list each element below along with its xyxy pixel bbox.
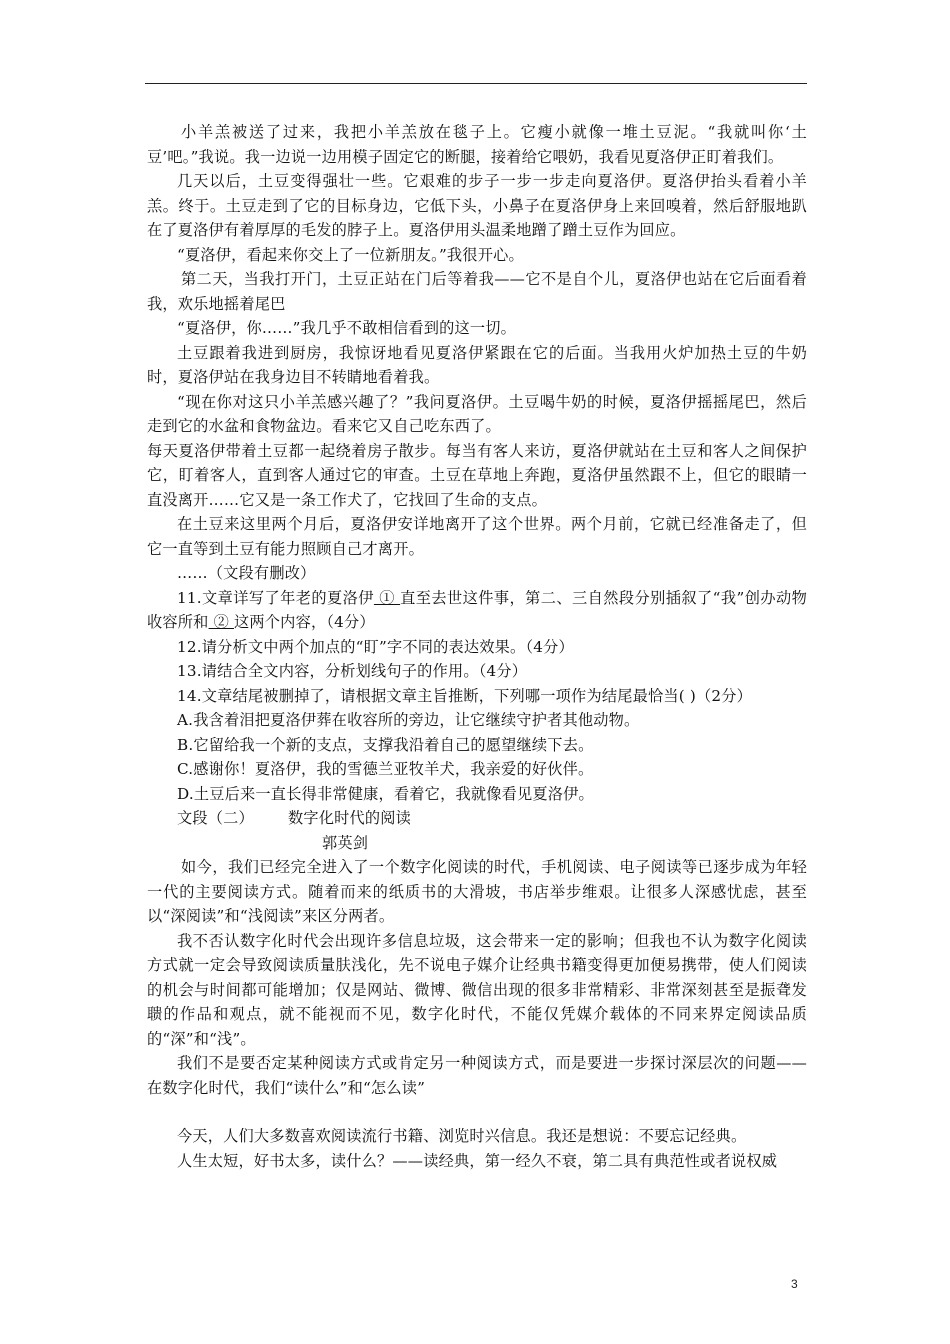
page-number: 3 [791, 1277, 798, 1291]
paragraph: 每天夏洛伊带着土豆都一起绕着房子散步。每当有客人来访，夏洛伊就站在土豆和客人之间保护它，盯着客人，直到客人通过它的审查。土豆在草地上奔跑，夏洛伊虽然跟不上，但它的眼睛一直没离开……它又是一条工作犬了，它找回了生命的支点。 [147, 441, 807, 509]
paragraph: “夏洛伊，你……”我几乎不敢相信看到的这一切。 [177, 319, 517, 337]
question-11-text-b: 直至去世这件事，第二、三自然段分别插叙了“我”创办动物收容所和 [147, 588, 807, 631]
spacer [147, 1100, 807, 1124]
passage-two [147, 855, 807, 1100]
paragraph: 今天，人们大多数喜欢阅读流行书籍、浏览时兴信息。我还是想说：不要忘记经典。 [177, 1127, 747, 1145]
option-d: D.土豆后来一直长得非常健康，看着它，我就像看见夏洛伊。 [177, 784, 594, 803]
section-heading [147, 806, 807, 831]
paragraph: 土豆跟着我进到厨房，我惊讶地看见夏洛伊紧跟在它的后面。当我用火炉加热土豆的牛奶时，夏洛伊站在我身边目不转睛地看着我。 [147, 343, 807, 386]
section-title: 数字化时代的阅读 [287, 809, 412, 827]
paragraph: 如今，我们已经完全进入了一个数字化阅读的时代，手机阅读、电子阅读等已逐步成为年轻一代的主要阅读方式。随着而来的纸质书的大滑坡，书店举步维艰。让很多人深感忧虑，甚至以“深阅读”和“浅阅读”来区分两者。 [147, 858, 807, 925]
paragraph: 我不否认数字化时代会出现许多信息垃圾，这会带来一定的影响；但我也不认为数字化阅读方式就一定会导致阅读质量肤浅化，先不说电子媒介让经典书籍变得更加便易携带，使人们阅读的机会与时间都可能增加；仅是网站、微博、微信出现的很多非常精彩、非常深刻甚至是振聋发聩的作品和观点，就不能视而不见，数字化时代，不能仅凭媒介载体的不同来界定阅读品质的“深”和“浅”。 [147, 931, 807, 1048]
blank-2: ② [208, 613, 235, 631]
option-b: B.它留给我一个新的支点，支撑我沿着自己的愿望继续下去。 [177, 735, 594, 754]
document-body [147, 120, 807, 1173]
paragraph: “夏洛伊，看起来你交上了一位新朋友。”我很开心。 [177, 245, 524, 264]
header-rule [145, 83, 807, 84]
blank-1: ① [373, 588, 401, 607]
paragraph: 几天以后，土豆变得强壮一些。它艰难的步子一步一步走向夏洛伊。夏洛伊抬头看着小羊羔。终于。土豆走到了它的目标身边，它低下头，小鼻子在夏洛伊身上来回嗅着，然后舒服地趴在了夏洛伊有着厚厚的毛发的脖子上。夏洛伊用头温柔地蹭了蹭土豆作为回应。 [147, 172, 807, 239]
question-13: 13.请结合全文内容，分析划线句子的作用。（4分） [177, 662, 528, 680]
paragraph: ……（文段有删改） [177, 564, 316, 582]
option-c: C.感谢你！夏洛伊，我的雪德兰亚牧羊犬，我亲爱的好伙伴。 [177, 760, 594, 778]
paragraph: 小羊羔被送了过来，我把小羊羔放在毯子上。它瘦小就像一堆土豆泥。“我就叫你‘土豆’吧。”我说。我一边说一边用模子固定它的断腿，接着给它喂奶，我看见夏洛伊正盯着我们。 [147, 123, 807, 166]
question-11-text-a: 11.文章详写了年老的夏洛伊 [177, 588, 374, 607]
option-a: A.我含着泪把夏洛伊葬在收容所的旁边，让它继续守护者其他动物。 [177, 711, 640, 729]
question-11 [147, 586, 807, 635]
paragraph: 我们不是要否定某种阅读方式或肯定另一种阅读方式，而是要进一步探讨深层次的问题——在数字化时代，我们“读什么”和“怎么读” [147, 1054, 807, 1097]
section-label: 文段（二） [177, 809, 254, 827]
paragraph: 第二天，当我打开门，土豆正站在门后等着我——它不是自个儿，夏洛伊也站在它后面看着我，欢乐地摇着尾巴 [147, 270, 807, 313]
passage-two-continued [147, 1124, 807, 1173]
paragraph: 人生太短，好书太多，读什么？——读经典，第一经久不衰，第二具有典范性或者说权威 [177, 1151, 778, 1170]
paragraph: “现在你对这只小羊羔感兴趣了？”我问夏洛伊。土豆喝牛奶的时候，夏洛伊摇摇尾巴，然后走到它的水盆和食物盆边。看来它又自己吃东西了。 [147, 392, 807, 435]
question-12: 12.请分析文中两个加点的“盯”字不同的表达效果。（4分） [177, 637, 574, 656]
paragraph: 在土豆来这里两个月后，夏洛伊安详地离开了这个世界。两个月前，它就已经准备走了，但它一直等到土豆有能力照顾自己才离开。 [147, 515, 807, 558]
question-14: 14.文章结尾被删掉了，请根据文章主旨推断，下列哪一项作为结尾最恰当( )（2分） [177, 686, 753, 705]
question-11-text-c: 这两个内容，（4分） [234, 613, 375, 631]
section-author: 郭英剑 [322, 833, 369, 852]
passage-one [147, 120, 807, 586]
